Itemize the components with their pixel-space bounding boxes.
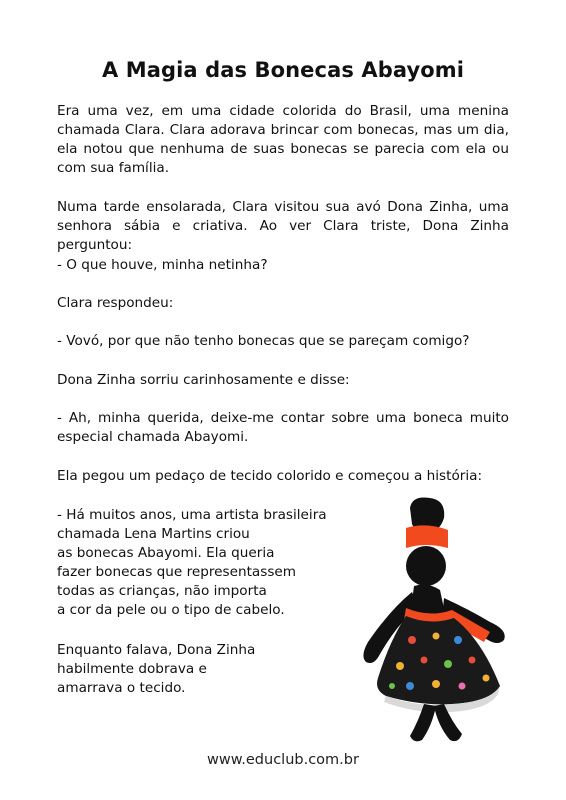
paragraph-5: - Vovó, por que não tenho bonecas que se pareçam comigo? xyxy=(57,333,470,349)
page-title: A Magia das Bonecas Abayomi xyxy=(101,58,465,82)
paragraph-9: - Há muitos anos, uma artista brasileira chamada Lena Martins criou as bonecas Abayomi. Ela queria fazer bonecas que representassem todas as crianças, não importa a cor da pele ou o tipo de cabelo. xyxy=(57,507,327,618)
paragraph-10: Enquanto falava, Dona Zinha habilmente dobrava e amarrava o tecido. xyxy=(57,642,256,696)
paragraph-4: Clara respondeu: xyxy=(57,295,174,311)
paragraph-2: Numa tarde ensolarada, Clara visitou sua avó Dona Zinha, uma senhora sábia e criativa. Ao ver Clara triste, Dona Zinha perguntou: xyxy=(57,199,509,253)
paragraph-6: Dona Zinha sorriu carinhosamente e disse: xyxy=(57,372,350,388)
paragraph-3: - O que houve, minha netinha? xyxy=(57,257,268,273)
abayomi-doll-illustration xyxy=(340,490,520,750)
doll-head xyxy=(406,546,446,586)
doll-headband xyxy=(406,525,448,548)
footer-url: www.educlub.com.br xyxy=(207,752,359,768)
paragraph-7: - Ah, minha querida, deixe-me contar sobre uma boneca muito especial chamada Abayomi. xyxy=(57,410,509,445)
paragraph-8: Ela pegou um pedaço de tecido colorido e começou a história: xyxy=(57,468,483,484)
paragraph-1: Era uma vez, em uma cidade colorida do Brasil, uma menina chamada Clara. Clara adorava brincar com bonecas, mas um dia, ela notou que nenhuma de suas bonecas se parecia com ela ou com sua família. xyxy=(57,103,509,176)
